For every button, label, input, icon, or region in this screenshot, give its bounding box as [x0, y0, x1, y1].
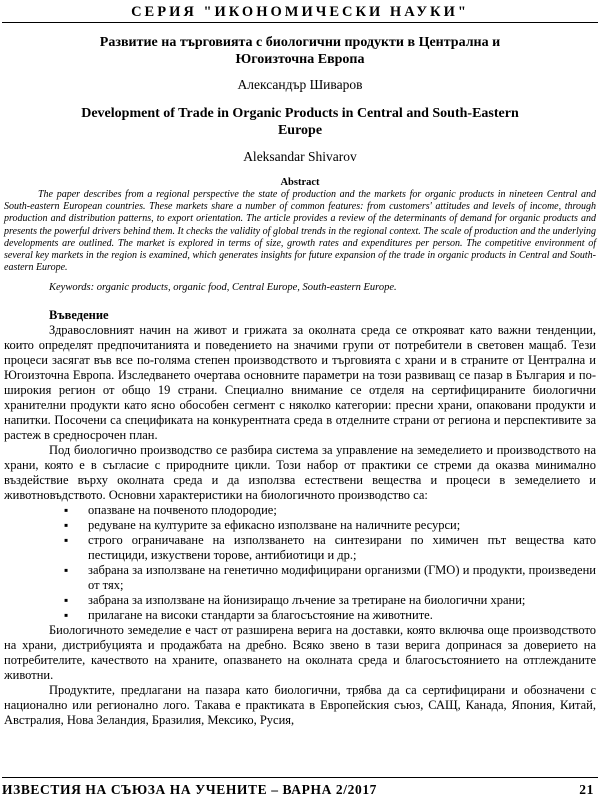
abstract-text: The paper describes from a regional perspective the state of production and the markets for organic products in nineteen Central and South-eastern European countries. These markets share a number of common features: from customers' attitudes and levels of income, through production and distribution patterns, to export orientation. The article provides a review of the determinants of demand for organic products and presents the powerful drivers behind them. It checks the validity of global trends in the regional context. The scale of production and the underlying developments are outlined. The market is explored in terms of size, growth rates and expenditures per person. The competitive environment of several key markets in the region is examined, which generates insights for future expansion of the trade in organic products in Central and South-eastern Europe.	[4, 189, 596, 274]
paragraph: Здравословният начин на живот и грижата за околната среда се открояват като важни тенденции, които определят предпочитанията и поведението на значими групи от потребители в световен мащаб. Тези процеси засягат във все по-голяма степен производството и търговията с храни и в страните от Централна и Югоизточна Европа. Изследването очертава основните параметри на този развиващ се пазар в България и по-широкия регион от общо 19 страни. Специално внимание се отделя на сертифицираните биологични хранителни продукти като ясно обособен сегмент с няколко категории: пресни храни, опаковани продукти и напитки. Посочени са спецификата на конкурентната среда в отделните страни от региона и перспективите за растеж в средносрочен план.	[4, 323, 596, 443]
paragraph: Продуктите, предлагани на пазара като биологични, трябва да са сертифицирани и обозначени с национално или регионално лого. Такава е практиката в Европейския съюз, САЩ, Канада, Япония, Китай, Австралия, Нова Зеландия, Бразилия, Мексико, Русия,	[4, 683, 596, 728]
list-item: ▪ редуване на културите за ефикасно използване на наличните ресурси;	[88, 518, 596, 533]
article-content	[4, 34, 596, 728]
title-english: Development of Trade in Organic Products in Central and South-Eastern Europe	[81, 106, 519, 138]
keywords: Keywords: organic products, organic food, Central Europe, South-eastern Europe.	[49, 282, 397, 294]
header-rule	[2, 22, 598, 23]
page-footer	[2, 781, 594, 799]
paragraph: Биологичното земеделие е част от разширена верига на доставки, която включва още производството на храни, дистрибуцията и продажбата на дребно. Всяко звено в тази верига допринася за доверието на потребителите, качеството на храните, опазването на околната среда и благосъстоянието на отглежданите животни.	[4, 623, 596, 683]
paragraph: Под биологично производство се разбира система за управление на земеделието и производството на храни, която е в съгласие с природните цикли. Този набор от практики се стреми да оказва минимално въздействие върху околната среда и да използва естествени вещества и процеси в земеделието и животновъдството. Основни характеристики на биологичното производство са:	[4, 443, 596, 503]
list-item: ▪ строго ограничаване на използването на синтезирани по химичен път вещества като пестициди, изкуствени торове, антибиотици и др.;	[88, 533, 596, 563]
abstract-heading: Abstract	[280, 177, 320, 188]
journal-name: ИЗВЕСТИЯ НА СЪЮЗА НА УЧЕНИТЕ – ВАРНА 2/2017	[2, 782, 378, 797]
organic-characteristics-list	[4, 503, 596, 623]
page-number: 21	[579, 782, 594, 797]
section-heading-introduction: Въведение	[49, 308, 109, 323]
title-bulgarian: Развитие на търговията с биологични продукти в Централна и Югоизточна Европа	[99, 35, 501, 67]
footer-rule	[2, 777, 598, 778]
author-english: Aleksandar Shivarov	[243, 149, 357, 164]
list-item: ▪ забрана за използване на генетично модифицирани организми (ГМО) и продукти, произведени от тях;	[88, 563, 596, 593]
author-bulgarian: Александър Шиваров	[237, 77, 363, 92]
series-header: СЕРИЯ "ИКОНОМИЧЕСКИ НАУКИ"	[131, 4, 469, 20]
list-item: ▪ прилагане на високи стандарти за благосъстояние на животните.	[88, 608, 596, 623]
list-item: ▪ забрана за използване на йонизиращо лъчение за третиране на биологични храни;	[88, 593, 596, 608]
list-item: ▪ опазване на почвеното плодородие;	[88, 503, 596, 518]
